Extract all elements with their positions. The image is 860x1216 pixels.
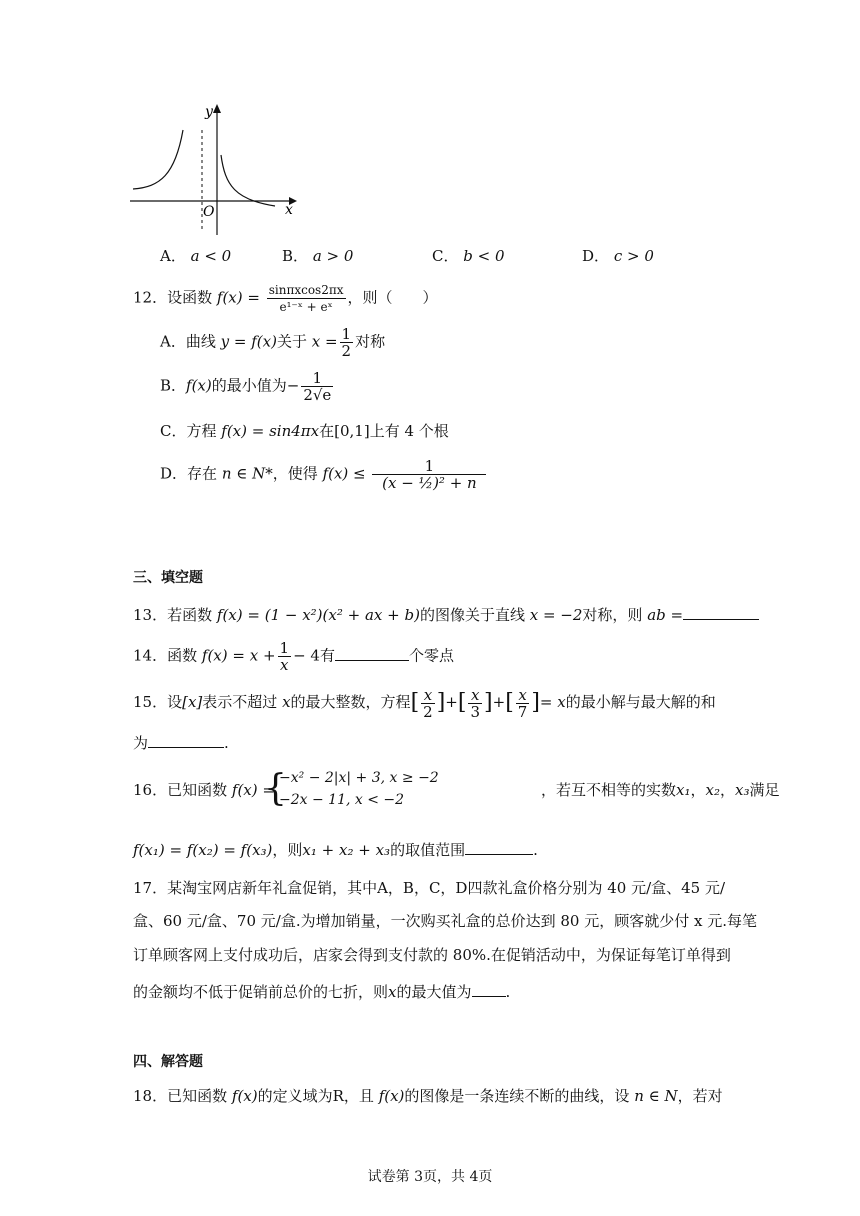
piecewise-brace: { bbox=[264, 768, 287, 809]
separator: ， bbox=[720, 781, 736, 799]
option-letter: D． bbox=[160, 464, 188, 483]
fraction-numerator: x bbox=[516, 687, 530, 704]
fraction-numerator: x bbox=[421, 687, 435, 704]
floor-bracket: [ bbox=[457, 690, 467, 715]
question-text: ，若对 bbox=[677, 1087, 723, 1105]
math-expr: f(x) = sin4πx bbox=[221, 422, 320, 440]
math-expr: f(x) bbox=[378, 1087, 405, 1105]
math-expr: x bbox=[282, 693, 291, 711]
question-number: 16． bbox=[133, 781, 168, 799]
floor-bracket: [ bbox=[410, 690, 420, 715]
floor-bracket: [ bbox=[505, 690, 514, 715]
stem-text: 设函数 bbox=[167, 288, 213, 307]
question-text: 的图像是一条连续不断的曲线，设 bbox=[404, 1087, 630, 1105]
math-expr: = x bbox=[539, 693, 566, 711]
fraction-denominator: 2 bbox=[341, 342, 352, 360]
question-text: 设 bbox=[167, 693, 183, 711]
fraction-numerator: 1 bbox=[372, 458, 486, 475]
q18 bbox=[133, 1086, 723, 1106]
x-label: x bbox=[285, 202, 293, 218]
question-text: 的定义域为R，且 bbox=[257, 1087, 374, 1105]
option-expr: c > 0 bbox=[613, 247, 654, 265]
y-axis-arrow bbox=[213, 104, 221, 113]
question-text: 的图像关于直线 bbox=[419, 606, 525, 624]
floor-bracket: ] bbox=[484, 690, 493, 715]
option-expr: b < 0 bbox=[463, 247, 505, 265]
math-expr: x₁ + x₂ + x₃ bbox=[302, 841, 391, 859]
answer-blank[interactable] bbox=[465, 838, 533, 855]
fraction-numerator: 1 bbox=[301, 370, 333, 387]
question-number: 15． bbox=[133, 693, 168, 711]
fraction-numerator: 1 bbox=[341, 325, 352, 343]
option-text: 的最小值为− bbox=[211, 376, 300, 395]
fraction-numerator: sinπxcos2πx bbox=[268, 283, 344, 297]
math-expr: x₁ bbox=[676, 781, 691, 799]
q12-option-a bbox=[160, 326, 385, 359]
question-text: 个零点 bbox=[408, 646, 454, 665]
question-text: 为 bbox=[133, 734, 149, 752]
math-expr: x₂ bbox=[705, 781, 720, 799]
q12-stem bbox=[133, 282, 438, 315]
fraction bbox=[421, 687, 435, 720]
question-text: 的最大整数，方程 bbox=[290, 693, 411, 711]
floor-bracket: ] bbox=[531, 690, 540, 715]
option-text: 对称 bbox=[355, 332, 386, 351]
q12-option-d bbox=[160, 458, 488, 491]
function-graph bbox=[125, 100, 305, 240]
stem-text: ，则（ ） bbox=[347, 288, 438, 307]
question-text: 已知函数 bbox=[167, 781, 228, 799]
math-expr: x₃ bbox=[735, 781, 750, 799]
option-text: 上有 4 个根 bbox=[369, 422, 449, 440]
question-text: 表示不超过 bbox=[202, 693, 278, 711]
math-expr: n ∈ N bbox=[634, 1087, 678, 1105]
math-expr: f(x) = bbox=[216, 288, 260, 307]
fraction-denominator: 7 bbox=[517, 702, 528, 721]
piecewise-case: −x² − 2|x| + 3, x ≥ −2 bbox=[279, 770, 439, 786]
question-text: . bbox=[224, 734, 229, 752]
option-text: 在 bbox=[319, 422, 335, 440]
fraction-numerator: 1 bbox=[279, 639, 290, 657]
option-text: ，使得 bbox=[272, 464, 318, 483]
question-text: . bbox=[505, 983, 511, 1001]
question-text: . bbox=[533, 841, 538, 859]
fraction bbox=[516, 687, 530, 720]
option-expr: a < 0 bbox=[190, 247, 232, 265]
answer-blank[interactable] bbox=[148, 731, 224, 748]
fraction bbox=[267, 282, 346, 315]
fraction-denominator: 3 bbox=[470, 702, 481, 721]
left-branch bbox=[133, 130, 183, 189]
q11-option-a bbox=[160, 246, 231, 266]
q11-option-d bbox=[582, 246, 654, 266]
question-text: 的取值范围 bbox=[390, 841, 466, 859]
q12-option-b bbox=[160, 370, 335, 403]
q13 bbox=[133, 603, 759, 625]
question-number: 13． bbox=[133, 606, 168, 624]
question-text: 的最小解与最大解的和 bbox=[565, 693, 716, 711]
question-text: 函数 bbox=[167, 646, 198, 665]
math-expr: x bbox=[388, 983, 397, 1001]
question-text: 满足 bbox=[749, 781, 780, 799]
y-label: y bbox=[205, 104, 213, 120]
math-expr: f(x) bbox=[186, 376, 212, 395]
q16-head bbox=[133, 780, 275, 800]
fraction-denominator: e¹⁻ˣ + eˣ bbox=[279, 300, 333, 314]
answer-blank[interactable] bbox=[683, 603, 759, 620]
math-expr: f(x) = x + bbox=[201, 646, 276, 665]
option-letter: C． bbox=[160, 422, 187, 440]
question-text: 有 bbox=[319, 646, 335, 665]
option-text: 方程 bbox=[186, 422, 217, 440]
math-expr: [0,1] bbox=[334, 422, 370, 440]
math-expr: ab = bbox=[647, 606, 684, 624]
section-title: 四、解答题 bbox=[133, 1054, 203, 1070]
question-text: 已知函数 bbox=[167, 1087, 228, 1105]
q11-option-b bbox=[282, 246, 353, 266]
fraction bbox=[468, 687, 482, 720]
math-expr: x = −2 bbox=[529, 606, 583, 624]
option-letter: B． bbox=[160, 376, 187, 395]
fraction-denominator: 2 bbox=[423, 702, 433, 721]
q14 bbox=[133, 640, 454, 673]
fraction-denominator: 2√e bbox=[303, 386, 332, 404]
q17-line4 bbox=[133, 980, 510, 1002]
question-text: ，则 bbox=[272, 841, 303, 859]
page-footer: 试卷第 3页，共 4页 bbox=[367, 1169, 493, 1185]
question-number: 18． bbox=[133, 1087, 168, 1105]
right-branch bbox=[221, 155, 275, 206]
question-text: 若函数 bbox=[167, 606, 213, 624]
q12-option-c bbox=[160, 421, 449, 441]
fraction bbox=[278, 640, 292, 673]
question-text: 的最大值为 bbox=[396, 983, 472, 1001]
origin-label: O bbox=[203, 204, 215, 220]
question-number: 12． bbox=[133, 288, 168, 307]
math-expr: f(x) bbox=[231, 1087, 258, 1105]
q15-line2 bbox=[133, 731, 229, 753]
option-letter: D． bbox=[582, 247, 610, 265]
separator: ， bbox=[690, 781, 706, 799]
option-expr: a > 0 bbox=[312, 247, 354, 265]
q16-tail bbox=[541, 780, 780, 800]
math-expr: f(x) = (1 − x²)(x² + ax + b) bbox=[216, 606, 420, 624]
option-letter: C． bbox=[432, 247, 459, 265]
piecewise-case: −2x − 11, x < −2 bbox=[279, 792, 405, 808]
math-expr: f(x₁) = f(x₂) = f(x₃) bbox=[133, 841, 273, 859]
q11-option-c bbox=[432, 246, 505, 266]
q15: 15．设[x]表示不超过 x的最大整数，方程[ $\frac{x}{2}$ ]+[ $\frac{x}{3}$ ]+[ $\frac{x}{7}$ ]= x的最小解与最大解的和 bbox=[133, 685, 716, 721]
fraction-denominator: x bbox=[280, 656, 289, 674]
q17-line1: 17．某淘宝网店新年礼盒促销，其中A，B，C，D四款礼盒价格分别为 40 元/盒、45 元/ bbox=[133, 879, 726, 897]
answer-blank[interactable] bbox=[472, 980, 506, 997]
q17-line2: 盒、60 元/盒、70 元/盒.为增加销量，一次购买礼盒的总价达到 80 元，顾客就少付 x 元.每笔 bbox=[133, 912, 757, 930]
math-expr: n ∈ N* bbox=[221, 464, 273, 483]
question-number: 14． bbox=[133, 646, 168, 665]
fraction bbox=[372, 458, 486, 491]
math-expr: − 4 bbox=[293, 646, 320, 665]
question-text: ，若互不相等的实数 bbox=[541, 781, 677, 799]
fraction-denominator: (x − ½)² + n bbox=[382, 474, 477, 492]
math-expr: x = bbox=[311, 332, 338, 351]
option-letter: B． bbox=[282, 247, 309, 265]
fraction bbox=[340, 326, 354, 359]
fraction-numerator: x bbox=[468, 687, 482, 704]
question-text: 的金额均不低于促销前总价的七折，则 bbox=[133, 983, 389, 1001]
floor-bracket: ] bbox=[436, 690, 446, 715]
question-text: 对称，则 bbox=[582, 606, 643, 624]
answer-blank[interactable] bbox=[335, 644, 409, 661]
section-title: 三、填空题 bbox=[133, 570, 203, 586]
option-text: 关于 bbox=[276, 332, 307, 351]
option-letter: A． bbox=[160, 247, 186, 265]
option-text: 曲线 bbox=[185, 332, 216, 351]
q16-line2 bbox=[133, 838, 538, 860]
option-text: 存在 bbox=[187, 464, 218, 483]
q17-line3: 订单顾客网上支付成功后，店家会得到支付款的 80%.在促销活动中，为保证每笔订单得到 bbox=[133, 946, 731, 964]
math-expr: f(x) = bbox=[231, 781, 275, 799]
math-expr: f(x) ≤ bbox=[322, 464, 366, 483]
math-expr: y = f(x) bbox=[220, 332, 277, 351]
option-letter: A． bbox=[160, 332, 186, 351]
math-expr: [x] bbox=[182, 693, 203, 711]
fraction bbox=[301, 370, 333, 403]
